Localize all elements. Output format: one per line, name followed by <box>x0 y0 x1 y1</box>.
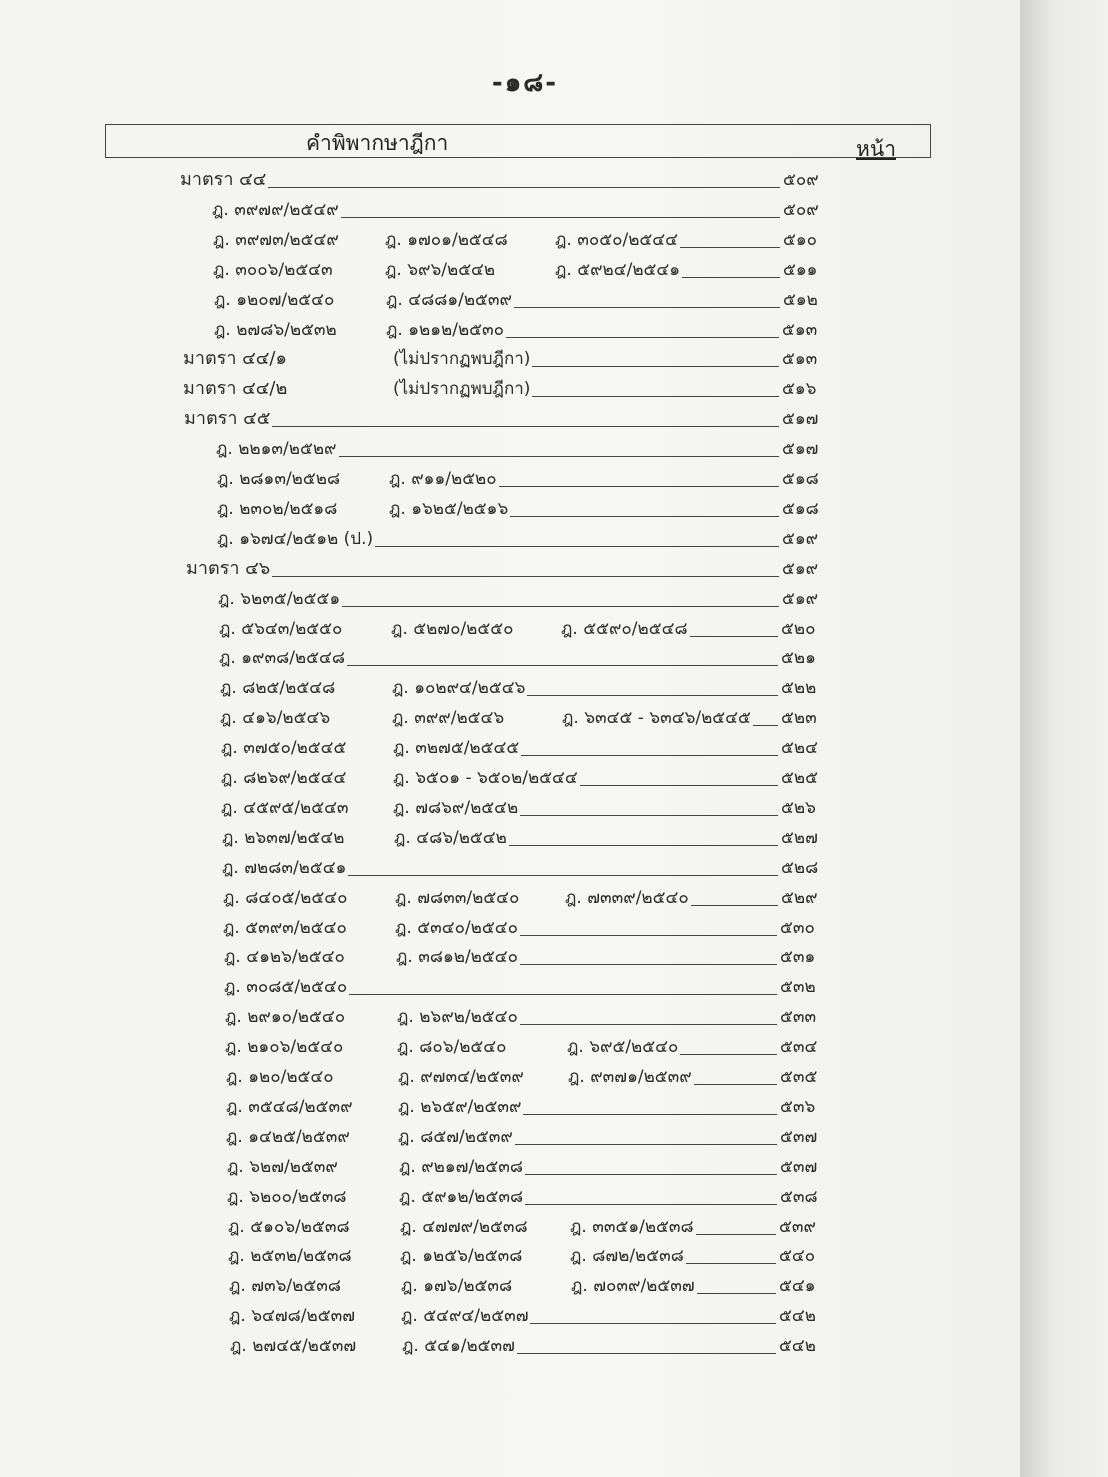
dot-leader <box>527 694 778 696</box>
dot-leader <box>680 246 780 248</box>
case-reference: ฎ. ๓๘๑๒/๒๕๔๐ <box>396 947 518 968</box>
dot-leader <box>347 664 778 666</box>
case-row <box>220 705 827 731</box>
page-reference: ๕๑๙ <box>782 588 819 609</box>
dot-leader <box>510 515 779 517</box>
case-row <box>226 1124 826 1150</box>
case-reference: ฎ. ๒๗๘๖/๒๕๓๒ <box>214 319 337 340</box>
page-reference: ๕๓๖ <box>780 1096 816 1117</box>
case-reference: ฎ. ๔๑๖/๒๕๔๖ <box>220 708 331 729</box>
page-reference: ๕๒๓ <box>781 708 817 729</box>
dot-leader <box>272 575 779 577</box>
dot-leader <box>580 784 778 786</box>
case-row <box>228 1243 825 1269</box>
case-reference: ฎ. ๘๕๗/๒๕๓๙ <box>398 1126 513 1147</box>
case-reference: ฎ. ๙๒๑๗/๒๕๓๘ <box>399 1156 523 1177</box>
case-reference: ฎ. ๕๙๑๒/๒๕๓๘ <box>399 1186 524 1207</box>
page-reference: ๕๒๐ <box>781 618 816 639</box>
case-reference: ฎ. ๑๐๒๙๔/๒๕๔๖ <box>392 678 526 699</box>
case-row <box>224 944 826 970</box>
dot-leader <box>680 1053 777 1055</box>
page-reference: ๕๔๑ <box>779 1276 816 1297</box>
case-reference: ฎ. ๓๐๕๐/๒๕๔๔ <box>555 229 678 250</box>
case-reference: ฎ. ๓๒๗๕/๒๕๔๕ <box>393 738 520 759</box>
page-reference: ๕๑๗ <box>782 409 819 430</box>
case-reference: ฎ. ๖๒๐๐/๒๕๓๘ <box>227 1186 347 1207</box>
case-reference: ฎ. ๖๒๗/๒๕๓๙ <box>227 1156 338 1177</box>
case-reference: ฎ. ๖๔๗๘/๒๕๓๗ <box>229 1306 355 1327</box>
case-row <box>221 795 827 821</box>
case-reference: ฎ. ๒๓๐๒/๒๕๑๘ <box>217 498 338 519</box>
section-row <box>183 346 828 372</box>
case-reference: ฎ. ๒๖๓๗/๒๕๔๒ <box>222 827 345 848</box>
page-number: -๑๘- <box>491 68 559 98</box>
case-reference: ฎ. ๑๖๗๔/๒๕๑๒ (ป.) <box>217 528 374 549</box>
case-row <box>221 765 827 791</box>
case-row <box>226 1064 826 1090</box>
case-reference: ฎ. ๗๘๓๓/๒๕๔๐ <box>395 887 520 908</box>
case-reference: ฎ. ๔๕๙๕/๒๕๔๓ <box>221 797 349 818</box>
case-reference: ฎ. ๓๕๔๘/๒๕๓๙ <box>226 1096 353 1117</box>
case-row <box>225 1034 826 1060</box>
case-row <box>213 227 829 253</box>
page-reference: ๕๑๐ <box>783 229 818 250</box>
case-row <box>217 496 828 522</box>
page-reference: ๕๑๓ <box>782 349 818 370</box>
dot-leader <box>686 1262 776 1264</box>
page-reference: ๕๐๙ <box>783 170 819 190</box>
page-reference: ๕๑๘ <box>782 498 819 519</box>
page-reference: ๕๐๙ <box>783 199 819 220</box>
page-reference: ๕๔๒ <box>779 1306 816 1327</box>
case-reference: ฎ. ๑๗๐๑/๒๕๔๘ <box>385 229 508 250</box>
case-row <box>227 1184 826 1210</box>
case-row <box>222 825 827 851</box>
dot-leader <box>514 306 780 308</box>
case-reference: ฎ. ๘๔๐๕/๒๕๔๐ <box>223 887 348 908</box>
case-row <box>221 735 827 761</box>
case-reference: ฎ. ๘๒๖๙/๒๕๔๔ <box>221 768 347 788</box>
page-reference: ๕๑๗ <box>782 439 819 460</box>
case-reference: ฎ. ๙๑๑/๒๕๒๐ <box>389 469 497 489</box>
case-reference: ฎ. ๔๗๗๙/๒๕๓๘ <box>400 1216 528 1237</box>
case-row <box>219 645 827 671</box>
dot-leader <box>532 395 779 397</box>
page-reference: ๕๑๑ <box>783 259 818 280</box>
case-reference: ฎ. ๗๒๘๓/๒๕๔๑ <box>222 857 347 878</box>
page-reference: ๕๑๘ <box>782 469 819 489</box>
case-row <box>223 915 826 941</box>
page-reference: ๕๒๙ <box>781 887 818 908</box>
case-reference: ฎ. ๕๔๑/๒๕๓๗ <box>402 1336 515 1357</box>
case-reference: ฎ. ๙๗๓๔/๒๕๓๙ <box>398 1067 524 1087</box>
dot-leader <box>530 1322 776 1324</box>
dot-leader <box>517 1352 776 1354</box>
dot-leader <box>520 963 777 965</box>
page-reference: ๕๓๗ <box>780 1126 818 1147</box>
section-label: มาตรา ๔๔/๑ <box>183 348 287 370</box>
case-reference: ฎ. ๘๒๕/๒๕๔๘ <box>220 678 336 699</box>
dot-leader <box>339 455 779 457</box>
case-reference: ฎ. ๑๖๒๕/๒๕๑๖ <box>389 498 509 519</box>
case-row <box>229 1273 825 1299</box>
section-row <box>180 167 829 193</box>
case-reference: ฎ. ๒๕๓๒/๒๕๓๘ <box>228 1246 352 1267</box>
case-reference: ฎ. ๕๓๙๓/๒๕๔๐ <box>223 917 347 938</box>
case-row <box>220 675 827 701</box>
section-note: (ไม่ปรากฏพบฎีกา) <box>393 349 531 370</box>
dot-leader <box>509 844 778 846</box>
dot-leader <box>696 1233 776 1235</box>
dot-leader <box>753 724 778 726</box>
case-row <box>214 317 828 343</box>
case-reference: ฎ. ๒๒๑๓/๒๕๒๙ <box>216 439 337 460</box>
page-reference: ๕๔๒ <box>779 1336 816 1357</box>
case-reference: ฎ. ๖๕๐๑ - ๖๕๐๒/๒๕๔๔ <box>393 768 578 788</box>
case-reference: ฎ. ๖๙๕/๒๕๔๐ <box>567 1037 679 1058</box>
dot-leader <box>532 365 779 367</box>
page-reference: ๕๓๒ <box>780 977 816 998</box>
case-reference: ฎ. ๓๙๗๙/๒๕๔๙ <box>212 199 339 220</box>
case-reference: ฎ. ๗๓๓๙/๒๕๔๐ <box>565 887 689 908</box>
case-row <box>227 1154 826 1180</box>
case-row <box>224 974 826 1000</box>
dot-leader <box>342 605 779 607</box>
page-reference: ๕๓๐ <box>780 917 815 938</box>
case-reference: ฎ. ๕๓๔๐/๒๕๔๐ <box>395 917 518 938</box>
case-row <box>229 1303 825 1329</box>
case-reference: ฎ. ๒๙๑๐/๒๕๔๐ <box>225 1007 346 1028</box>
dot-leader <box>349 993 777 995</box>
case-row <box>218 586 828 612</box>
section-row <box>184 406 828 432</box>
case-reference: ฎ. ๒๖๙๒/๒๕๔๐ <box>397 1007 518 1028</box>
case-reference: ฎ. ๖๙๖/๒๕๔๒ <box>385 259 496 280</box>
dot-leader <box>520 1023 777 1025</box>
case-reference: ฎ. ๓๐๐๖/๒๕๔๓ <box>213 259 333 280</box>
case-row <box>226 1094 826 1120</box>
case-reference: ฎ. ๑๒๑๒/๒๕๓๐ <box>386 319 505 340</box>
case-reference: ฎ. ๑๗๖/๒๕๓๘ <box>401 1276 513 1297</box>
dot-leader <box>515 1143 777 1145</box>
case-reference: ฎ. ๒๑๐๖/๒๕๔๐ <box>225 1037 344 1058</box>
case-row <box>225 1004 826 1030</box>
case-row <box>214 287 829 313</box>
page-reference: ๕๓๔ <box>780 1037 818 1058</box>
page-reference: ๕๓๓ <box>780 1007 817 1028</box>
case-row <box>217 526 828 552</box>
page-reference: ๕๒๖ <box>781 797 816 818</box>
dot-leader <box>694 1083 777 1085</box>
section-label: มาตรา ๔๖ <box>186 557 271 579</box>
section-row <box>183 376 828 402</box>
case-row <box>223 885 827 911</box>
case-reference: ฎ. ๓๗๕๐/๒๕๔๕ <box>221 738 347 759</box>
page-reference: ๕๒๘ <box>781 857 819 878</box>
page-reference: ๕๒๗ <box>781 827 818 848</box>
case-reference: ฎ. ๔๘๖/๒๕๔๒ <box>394 827 507 848</box>
page-reference: ๕๑๓ <box>782 319 818 340</box>
page-reference: ๕๒๑ <box>781 648 816 669</box>
section-label: มาตรา ๔๕ <box>184 408 271 430</box>
case-reference: ฎ. ๓๙๙/๒๕๔๖ <box>392 708 505 729</box>
dot-leader <box>525 1173 777 1175</box>
case-reference: ฎ. ๒๖๕๙/๒๕๓๙ <box>398 1096 522 1117</box>
case-row <box>230 1333 825 1359</box>
case-reference: ฎ. ๔๘๘๑/๒๕๓๙ <box>386 289 512 310</box>
case-reference: ฎ. ๓๓๕๑/๒๕๓๘ <box>570 1216 694 1237</box>
case-reference: ฎ. ๒๗๔๕/๒๕๓๗ <box>230 1336 357 1357</box>
dot-leader <box>272 425 779 427</box>
case-reference: ฎ. ๖๒๓๕/๒๕๕๑ <box>218 588 341 609</box>
case-reference: ฎ. ๑๒๐/๒๕๔๐ <box>226 1067 334 1087</box>
case-row <box>212 197 829 223</box>
case-row <box>228 1214 825 1240</box>
case-reference: ฎ. ๓๙๗๓/๒๕๔๙ <box>213 229 339 250</box>
case-reference: ฎ. ๘๗๒/๒๕๓๘ <box>570 1246 684 1267</box>
dot-leader <box>525 1203 777 1205</box>
case-reference: ฎ. ๙๓๗๑/๒๕๓๙ <box>568 1067 692 1087</box>
case-reference: ฎ. ๗๐๓๙/๒๕๓๗ <box>571 1276 695 1297</box>
dot-leader <box>523 1113 777 1115</box>
case-reference: ฎ. ๕๑๐๖/๒๕๓๘ <box>228 1216 350 1237</box>
page-reference: ๕๓๘ <box>780 1186 818 1207</box>
page-reference: ๕๓๗ <box>780 1156 818 1177</box>
section-note: (ไม่ปรากฏพบฎีกา) <box>393 379 531 400</box>
page-reference: ๕๑๖ <box>782 379 817 400</box>
dot-leader <box>520 934 777 936</box>
case-reference: ฎ. ๕๕๙๐/๒๕๔๘ <box>561 618 688 639</box>
page-reference: ๕๑๙ <box>782 558 819 579</box>
case-reference: ฎ. ๑๒๕๖/๒๕๓๘ <box>400 1246 523 1267</box>
case-reference: ฎ. ๘๐๖/๒๕๔๐ <box>397 1037 507 1058</box>
dot-leader <box>682 276 780 278</box>
dot-leader <box>506 336 779 338</box>
page-reference: ๕๑๒ <box>783 289 818 310</box>
case-reference: ฎ. ๕๔๙๔/๒๕๓๗ <box>401 1306 529 1327</box>
case-row <box>222 855 827 881</box>
page-reference: ๕๒๔ <box>781 738 818 759</box>
page-reference: ๕๓๕ <box>780 1067 818 1087</box>
page-reference: ๕๓๑ <box>780 947 816 968</box>
case-reference: ฎ. ๗๓๖/๒๕๓๘ <box>229 1276 341 1297</box>
case-reference: ฎ. ๒๘๑๓/๒๕๒๘ <box>217 469 341 489</box>
section-label: มาตรา ๔๔/๒ <box>183 378 288 400</box>
case-reference: ฎ. ๖๓๔๕ - ๖๓๔๖/๒๕๔๕ <box>562 708 751 729</box>
dot-leader <box>521 754 778 756</box>
page-reference: ๕๓๙ <box>779 1216 816 1237</box>
case-reference: ฎ. ๑๙๓๘/๒๕๔๘ <box>219 648 345 669</box>
page-reference: ๕๑๙ <box>782 528 819 549</box>
dot-leader <box>268 186 780 188</box>
dot-leader <box>348 874 778 876</box>
case-row <box>217 466 828 492</box>
case-row <box>219 616 827 642</box>
dot-leader <box>499 485 779 487</box>
dot-leader <box>520 814 778 816</box>
page-reference: ๕๔๐ <box>779 1246 816 1267</box>
dot-leader <box>375 545 779 547</box>
case-reference: ฎ. ๕๒๗๐/๒๕๕๐ <box>391 618 514 639</box>
page-reference: ๕๒๕ <box>781 768 818 788</box>
section-row <box>186 556 828 582</box>
dot-leader <box>690 635 778 637</box>
section-label: มาตรา ๔๔ <box>180 169 267 190</box>
dot-leader <box>691 904 778 906</box>
header-page-label: หน้า <box>856 137 896 161</box>
page-reference: ๕๒๒ <box>781 678 817 699</box>
case-row <box>213 257 829 283</box>
case-reference: ฎ. ๔๑๒๖/๒๕๔๐ <box>224 947 345 968</box>
case-reference: ฎ. ๓๐๘๕/๒๕๔๐ <box>224 977 348 998</box>
case-reference: ฎ. ๑๒๐๗/๒๕๔๐ <box>214 289 335 310</box>
case-reference: ฎ. ๕๖๔๓/๒๕๕๐ <box>219 618 343 639</box>
dot-leader <box>341 216 780 218</box>
dot-leader <box>697 1292 776 1294</box>
case-reference: ฎ. ๕๙๒๔/๒๕๔๑ <box>555 259 681 280</box>
case-reference: ฎ. ๑๔๒๕/๒๕๓๙ <box>226 1126 350 1147</box>
header-title: คำพิพากษาฎีกา <box>306 131 449 155</box>
case-reference: ฎ. ๗๘๖๙/๒๕๔๒ <box>393 797 519 818</box>
case-row <box>216 436 828 462</box>
